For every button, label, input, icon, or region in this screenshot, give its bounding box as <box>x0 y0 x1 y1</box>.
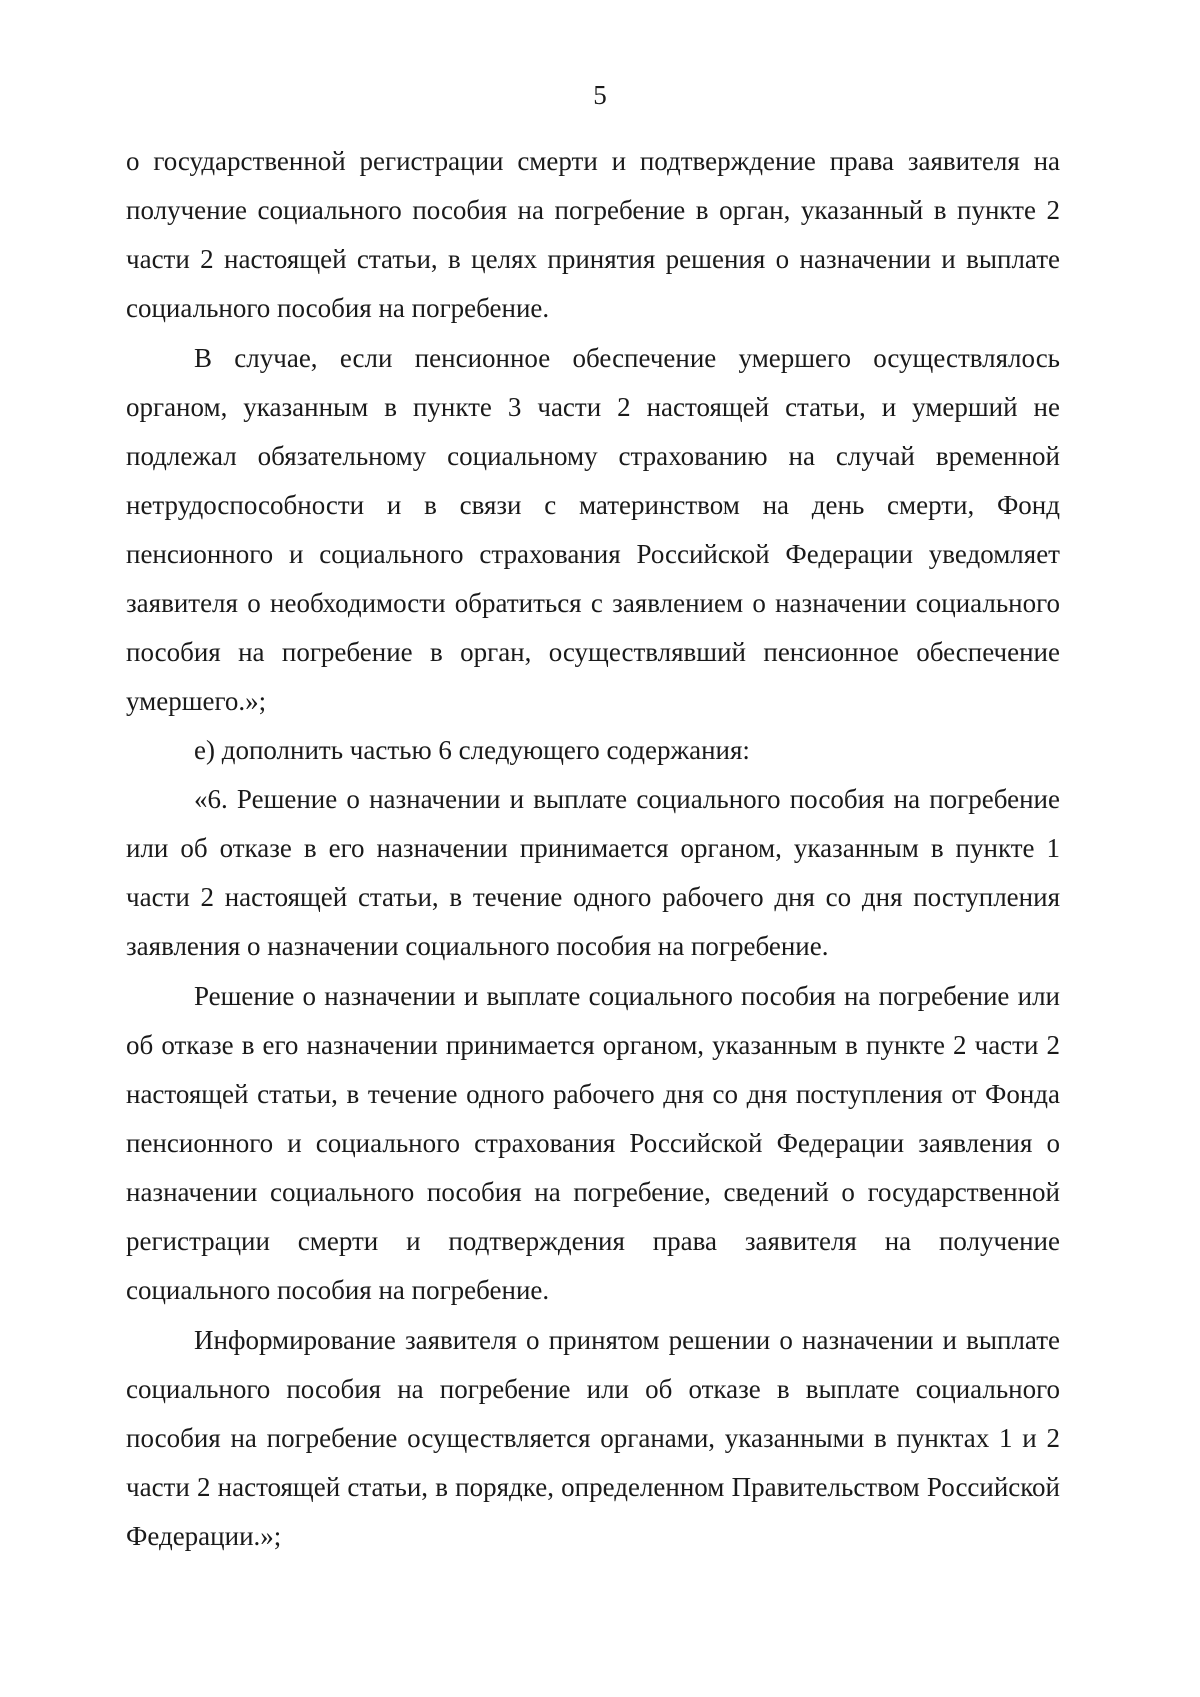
paragraph-pension-notice: В случае, если пенсионное обеспечение умершего осуществлялось органом, указанным в пункте 3 части 2 настоящей статьи, и умерший не подлежал обязательному социальному страхованию на случай временной нетрудоспособности и в связи с материнством на день смерти, Фонд пенсионного и социального страхования Российской Федерации уведомляет заявителя о необходимости обратиться с заявлением о назначении социального пособия на погребение в орган, осуществлявший пенсионное обеспечение умершего.»; <box>126 343 1060 716</box>
paragraph-informing-applicant: Информирование заявителя о принятом решении о назначении и выплате социального пособия на погребение или об отказе в выплате социального пособия на погребение осуществляется органами, указанными в пунктах 1 и 2 части 2 настоящей статьи, в порядке, определенном Правительством Российской Федерации.»; <box>126 1325 1060 1551</box>
page-number: 5 <box>593 80 607 110</box>
paragraph-decision-point-2: Решение о назначении и выплате социального пособия на погребение или об отказе в его назначении принимается органом, указанным в пункте 2 части 2 настоящей статьи, в течение одного рабочего дня со дня поступления от Фонда пенсионного и социального страхования Российской Федерации заявления о назначении социального пособия на погребение, сведений о государственной регистрации смерти и подтверждения права заявителя на получение социального пособия на погребение. <box>126 981 1060 1305</box>
document-body <box>126 137 1060 1561</box>
paragraph-part-6-decision: «6. Решение о назначении и выплате социального пособия на погребение или об отказе в его назначении принимается органом, указанным в пункте 1 части 2 настоящей статьи, в течение одного рабочего дня со дня поступления заявления о назначении социального пособия на погребение. <box>126 784 1060 961</box>
paragraph-continuation: о государственной регистрации смерти и подтверждение права заявителя на получение социального пособия на погребение в орган, указанный в пункте 2 части 2 настоящей статьи, в целях принятия решения о назначении и выплате социального пособия на погребение. <box>126 146 1060 323</box>
paragraph-amendment-e: е) дополнить частью 6 следующего содержания: <box>194 735 750 765</box>
